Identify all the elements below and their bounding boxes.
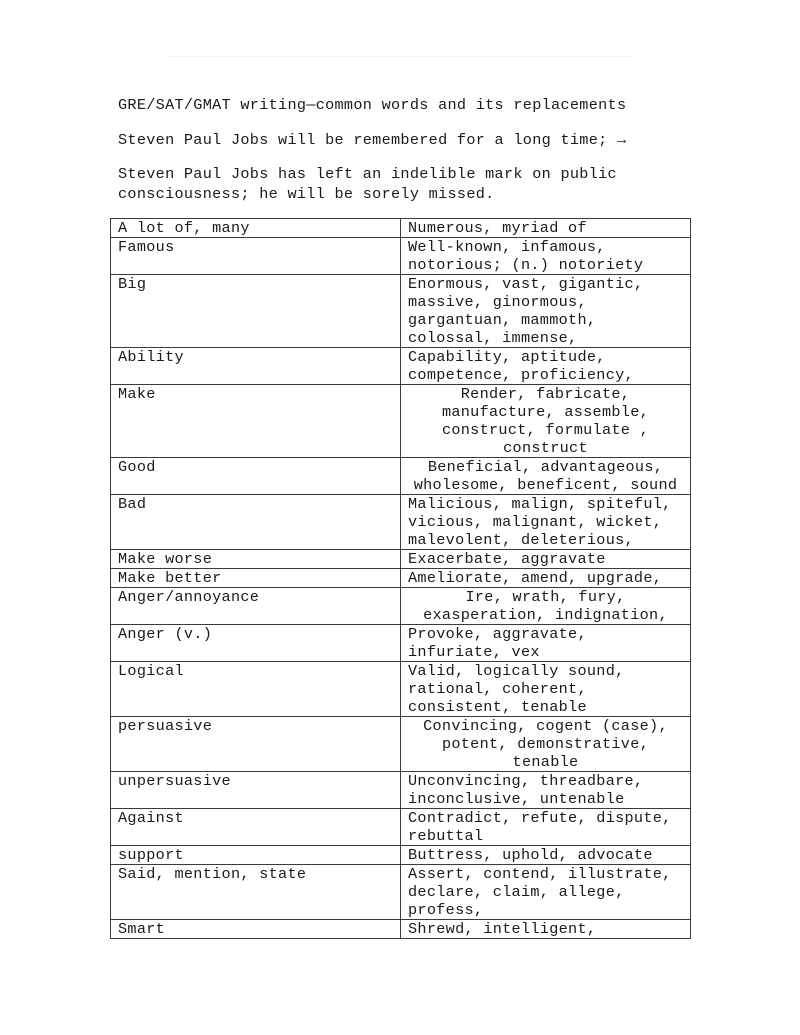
word-replacement-table [110, 218, 691, 939]
table-row [111, 772, 691, 809]
replacement-words-cell: Provoke, aggravate, infuriate, vex [401, 625, 691, 662]
example-sentence-improved: Steven Paul Jobs has left an indelible mark on public consciousness; he will be sorely missed. [118, 165, 617, 203]
replacement-words-cell: Exacerbate, aggravate [401, 550, 691, 569]
common-word-cell: Smart [111, 920, 401, 939]
table-row [111, 495, 691, 550]
common-word-cell: support [111, 846, 401, 865]
header-rule [170, 56, 630, 57]
table-row [111, 662, 691, 717]
common-word-cell: Logical [111, 662, 401, 717]
table-row [111, 717, 691, 772]
replacement-words-cell: Shrewd, intelligent, [401, 920, 691, 939]
common-word-cell: Good [111, 458, 401, 495]
table-row [111, 588, 691, 625]
common-word-cell: Make better [111, 569, 401, 588]
common-word-cell: Against [111, 809, 401, 846]
common-word-cell: Make [111, 385, 401, 458]
replacement-words-cell: Assert, contend, illustrate, declare, claim, allege, profess, [401, 865, 691, 920]
common-word-cell: Big [111, 275, 401, 348]
table-row [111, 348, 691, 385]
document-title: GRE/SAT/GMAT writing—common words and its replacements [118, 96, 627, 114]
replacement-words-cell: Contradict, refute, dispute, rebuttal [401, 809, 691, 846]
table-row [111, 219, 691, 238]
common-word-cell: Bad [111, 495, 401, 550]
table-row [111, 458, 691, 495]
common-word-cell: Famous [111, 238, 401, 275]
table-row [111, 920, 691, 939]
common-word-cell: A lot of, many [111, 219, 401, 238]
replacement-words-cell: Well-known, infamous, notorious; (n.) notoriety [401, 238, 691, 275]
common-word-cell: Anger (v.) [111, 625, 401, 662]
common-word-cell: Make worse [111, 550, 401, 569]
replacement-words-cell: Ire, wrath, fury, exasperation, indignation, [401, 588, 691, 625]
example-sentence-plain: Steven Paul Jobs will be remembered for a long time; → [118, 131, 627, 149]
table-row [111, 275, 691, 348]
replacement-words-cell: Capability, aptitude, competence, proficiency, [401, 348, 691, 385]
replacement-words-cell: Render, fabricate, manufacture, assemble, construct, formulate , construct [401, 385, 691, 458]
common-word-cell: persuasive [111, 717, 401, 772]
replacement-words-cell: Ameliorate, amend, upgrade, [401, 569, 691, 588]
table-row [111, 550, 691, 569]
table-row [111, 569, 691, 588]
word-table-body [111, 219, 691, 939]
table-row [111, 238, 691, 275]
table-row [111, 865, 691, 920]
common-word-cell: Ability [111, 348, 401, 385]
replacement-words-cell: Enormous, vast, gigantic, massive, ginormous, gargantuan, mammoth, colossal, immense, [401, 275, 691, 348]
replacement-words-cell: Numerous, myriad of [401, 219, 691, 238]
table-row [111, 809, 691, 846]
replacement-words-cell: Buttress, uphold, advocate [401, 846, 691, 865]
table-row [111, 846, 691, 865]
common-word-cell: Said, mention, state [111, 865, 401, 920]
replacement-words-cell: Beneficial, advantageous, wholesome, beneficent, sound [401, 458, 691, 495]
table-row [111, 385, 691, 458]
replacement-words-cell: Unconvincing, threadbare, inconclusive, untenable [401, 772, 691, 809]
common-word-cell: unpersuasive [111, 772, 401, 809]
replacement-words-cell: Malicious, malign, spiteful, vicious, malignant, wicket, malevolent, deleterious, [401, 495, 691, 550]
table-row [111, 625, 691, 662]
common-word-cell: Anger/annoyance [111, 588, 401, 625]
replacement-words-cell: Convincing, cogent (case), potent, demonstrative, tenable [401, 717, 691, 772]
replacement-words-cell: Valid, logically sound, rational, coherent, consistent, tenable [401, 662, 691, 717]
